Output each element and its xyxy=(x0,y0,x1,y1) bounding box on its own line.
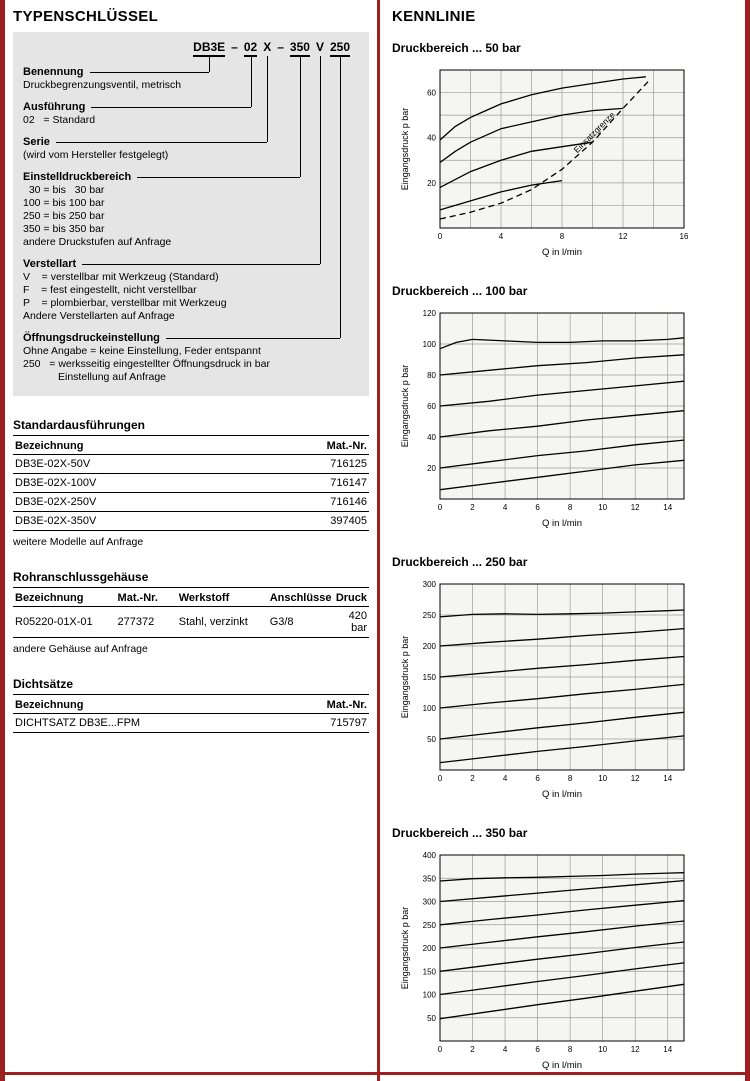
svg-text:8: 8 xyxy=(567,774,573,783)
type-key-connector-vline xyxy=(300,56,301,177)
svg-text:20: 20 xyxy=(427,178,436,188)
svg-text:0: 0 xyxy=(437,232,443,241)
table-row xyxy=(13,474,369,493)
type-key-connector-line xyxy=(90,72,209,73)
type-key-section-line: 02 = Standard xyxy=(23,114,96,126)
svg-text:80: 80 xyxy=(427,371,436,380)
table-title: Rohranschlussgehäuse xyxy=(13,570,369,588)
table-cell: R05220-01X-01 xyxy=(13,607,116,638)
chart-block xyxy=(392,555,742,800)
svg-text:4: 4 xyxy=(502,503,508,512)
svg-text:16: 16 xyxy=(679,232,689,241)
type-key-connector-vline xyxy=(251,56,252,107)
chart-block xyxy=(392,284,742,529)
typenschluessel-title: TYPENSCHLÜSSEL xyxy=(13,8,159,25)
chart-title: Druckbereich ... 100 bar xyxy=(392,284,528,298)
page-border-right xyxy=(745,0,750,1081)
table-cell: 420 bar xyxy=(333,607,369,638)
charts xyxy=(392,41,742,1071)
table-cell: 716125 xyxy=(247,455,369,474)
type-key-section-line: andere Druckstufen auf Anfrage xyxy=(23,236,172,248)
type-key-section-line: 100 = bis 100 bar xyxy=(23,197,105,209)
table-column-header: Mat.-Nr. xyxy=(116,588,177,607)
table-note: andere Gehäuse auf Anfrage xyxy=(13,643,148,655)
type-key-section xyxy=(23,135,359,162)
svg-text:100: 100 xyxy=(422,340,436,349)
svg-text:60: 60 xyxy=(427,88,436,98)
type-key-sections xyxy=(23,65,359,384)
page-border-left xyxy=(0,0,5,1081)
type-key-code-part: DB3E xyxy=(193,40,225,57)
svg-text:Eingangsdruck p bar: Eingangsdruck p bar xyxy=(400,364,410,448)
type-key-connector-vline xyxy=(340,56,341,338)
type-key-section-line: 350 = bis 350 bar xyxy=(23,223,105,235)
svg-text:Q in l/min: Q in l/min xyxy=(541,1060,583,1071)
svg-text:100: 100 xyxy=(422,704,436,713)
svg-text:60: 60 xyxy=(427,402,436,411)
table-row xyxy=(13,607,369,638)
type-key-section xyxy=(23,65,359,92)
svg-text:150: 150 xyxy=(422,967,436,977)
type-key-section-label: Ausführung xyxy=(23,101,86,113)
type-key-section-label: Verstellart xyxy=(23,258,77,270)
type-key-section-line: 250 = werksseitig eingestellter Öffnungsdruck in bar xyxy=(23,358,270,370)
table-column-header: Bezeichnung xyxy=(13,588,116,607)
table-title: Dichtsätze xyxy=(13,677,369,695)
table-column-header: Werkstoff xyxy=(177,588,268,607)
type-key-code-part: 350 xyxy=(290,40,310,57)
chart-title: Druckbereich ... 350 bar xyxy=(392,826,528,840)
data-table xyxy=(13,695,369,733)
chart-title: Druckbereich ... 250 bar xyxy=(392,555,528,569)
svg-text:400: 400 xyxy=(422,851,436,860)
data-table xyxy=(13,436,369,531)
type-key-code-part: 02 xyxy=(244,40,257,57)
svg-text:10: 10 xyxy=(598,774,608,783)
table-column-header: Mat.-Nr. xyxy=(247,436,369,455)
svg-text:12: 12 xyxy=(618,232,628,241)
type-key-code-part: 250 xyxy=(330,40,350,57)
table-row xyxy=(13,455,369,474)
svg-text:6: 6 xyxy=(535,1045,540,1054)
svg-text:4: 4 xyxy=(498,232,504,241)
column-divider xyxy=(377,0,380,1081)
svg-text:10: 10 xyxy=(598,503,608,512)
table-cell: DB3E-02X-350V xyxy=(13,512,247,531)
table-cell: 716147 xyxy=(247,474,369,493)
svg-text:50: 50 xyxy=(427,735,436,744)
svg-text:14: 14 xyxy=(663,774,673,783)
type-key-section-label: Benennung xyxy=(23,66,84,78)
table-cell: G3/8 xyxy=(268,607,334,638)
chart-canvas xyxy=(396,305,696,529)
svg-text:6: 6 xyxy=(535,774,540,783)
svg-text:120: 120 xyxy=(422,309,436,318)
table-section xyxy=(13,570,369,655)
tables xyxy=(13,418,369,733)
svg-text:Q in l/min: Q in l/min xyxy=(541,518,583,529)
type-key-connector-vline xyxy=(209,56,210,72)
svg-text:12: 12 xyxy=(630,503,640,512)
table-section xyxy=(13,418,369,548)
svg-text:8: 8 xyxy=(559,232,565,241)
kennlinie-title: KENNLINIE xyxy=(392,8,476,25)
svg-text:0: 0 xyxy=(437,503,443,512)
table-title: Standardausführungen xyxy=(13,418,369,436)
type-key-section-line: (wird vom Hersteller festgelegt) xyxy=(23,149,169,161)
table-cell: 397405 xyxy=(247,512,369,531)
table-row xyxy=(13,714,369,733)
type-key-section-line: F = fest eingestellt, nicht verstellbar xyxy=(23,284,197,296)
svg-text:Q in l/min: Q in l/min xyxy=(541,789,583,800)
svg-text:250: 250 xyxy=(422,920,436,930)
type-key-connector-line xyxy=(91,107,251,108)
type-key-section-label: Öffnungsdruckeinstellung xyxy=(23,332,160,344)
type-key-section-line: Druckbegrenzungsventil, metrisch xyxy=(23,79,182,91)
svg-text:14: 14 xyxy=(663,1045,673,1054)
table-cell: DB3E-02X-250V xyxy=(13,493,247,512)
table-cell: Stahl, verzinkt xyxy=(177,607,268,638)
table-cell: DB3E-02X-50V xyxy=(13,455,247,474)
svg-text:100: 100 xyxy=(422,990,436,1000)
svg-text:10: 10 xyxy=(598,1045,608,1054)
svg-text:2: 2 xyxy=(470,774,475,783)
svg-text:150: 150 xyxy=(422,673,436,682)
type-key-section xyxy=(23,170,359,249)
table-cell: DICHTSATZ DB3E...FPM xyxy=(13,714,278,733)
chart-canvas xyxy=(396,62,696,258)
svg-text:6: 6 xyxy=(535,503,540,512)
type-key-box xyxy=(13,32,369,396)
chart-block xyxy=(392,826,742,1071)
table-column-header: Mat.-Nr. xyxy=(278,695,369,714)
chart-block xyxy=(392,41,742,258)
type-key-code-part: X xyxy=(263,40,272,54)
type-key-connector-vline xyxy=(320,56,321,264)
svg-text:Eingangsdruck p bar: Eingangsdruck p bar xyxy=(400,107,410,191)
svg-text:300: 300 xyxy=(422,897,436,907)
svg-text:2: 2 xyxy=(470,1045,475,1054)
table-cell: 715797 xyxy=(278,714,369,733)
type-key-code-part: – xyxy=(231,40,238,54)
svg-text:8: 8 xyxy=(567,503,573,512)
svg-text:Einsatzgrenze: Einsatzgrenze xyxy=(571,109,617,155)
chart-title: Druckbereich ... 50 bar xyxy=(392,41,521,55)
chart-canvas xyxy=(396,847,696,1071)
svg-text:2: 2 xyxy=(470,503,475,512)
type-key-connector-line xyxy=(166,338,340,339)
table-note: weitere Modelle auf Anfrage xyxy=(13,536,144,548)
right-column xyxy=(392,6,742,1071)
svg-text:14: 14 xyxy=(663,503,673,512)
svg-text:50: 50 xyxy=(427,1013,436,1023)
svg-text:40: 40 xyxy=(427,133,436,143)
svg-text:300: 300 xyxy=(422,580,436,589)
type-key-section-line: V = verstellbar mit Werkzeug (Standard) xyxy=(23,271,219,283)
type-key-section-line: 30 = bis 30 bar xyxy=(23,184,105,196)
svg-text:200: 200 xyxy=(422,944,436,953)
type-key-connector-vline xyxy=(267,56,268,142)
svg-text:4: 4 xyxy=(502,774,508,783)
type-key-section-line: P = plombierbar, verstellbar mit Werkzeug xyxy=(23,297,227,309)
svg-text:200: 200 xyxy=(422,642,436,651)
type-key-section-label: Einstelldruckbereich xyxy=(23,171,132,183)
left-column xyxy=(13,6,369,733)
svg-text:Q in l/min: Q in l/min xyxy=(541,247,583,258)
table-cell: DB3E-02X-100V xyxy=(13,474,247,493)
svg-text:12: 12 xyxy=(630,774,640,783)
type-key-code-part: – xyxy=(277,40,284,54)
table-cell: 277372 xyxy=(116,607,177,638)
type-key-section-line: Ohne Angabe = keine Einstellung, Feder entspannt xyxy=(23,345,261,357)
svg-text:0: 0 xyxy=(437,774,443,783)
data-table xyxy=(13,588,369,638)
svg-text:20: 20 xyxy=(427,464,436,473)
type-key-section-label: Serie xyxy=(23,136,50,148)
type-key-connector-line xyxy=(82,264,320,265)
svg-text:0: 0 xyxy=(437,1045,443,1054)
svg-text:350: 350 xyxy=(422,874,436,884)
table-cell: 716146 xyxy=(247,493,369,512)
type-key-connector-line xyxy=(56,142,267,143)
table-section xyxy=(13,677,369,733)
type-key-section-line: 250 = bis 250 bar xyxy=(23,210,105,222)
table-header-row xyxy=(13,588,369,607)
table-column-header: Anschlüsse xyxy=(268,588,334,607)
svg-text:40: 40 xyxy=(427,433,436,442)
type-key-section-line: Andere Verstellarten auf Anfrage xyxy=(23,310,175,322)
svg-text:Eingangsdruck p bar: Eingangsdruck p bar xyxy=(400,906,410,990)
type-key-code-part: V xyxy=(315,40,324,54)
table-row xyxy=(13,512,369,531)
table-column-header: Bezeichnung xyxy=(13,436,247,455)
type-key-section xyxy=(23,100,359,127)
svg-text:4: 4 xyxy=(502,1045,508,1054)
type-key-section-line: Einstellung auf Anfrage xyxy=(23,371,167,383)
type-key-section xyxy=(23,257,359,323)
table-row xyxy=(13,493,369,512)
page-border-bottom xyxy=(0,1072,750,1075)
svg-text:12: 12 xyxy=(630,1045,640,1054)
type-key-code xyxy=(23,40,359,57)
type-key-connector-line xyxy=(137,177,300,178)
table-column-header: Bezeichnung xyxy=(13,695,278,714)
svg-text:250: 250 xyxy=(422,611,436,620)
table-header-row xyxy=(13,436,369,455)
svg-text:8: 8 xyxy=(567,1045,573,1054)
table-header-row xyxy=(13,695,369,714)
svg-text:Eingangsdruck p bar: Eingangsdruck p bar xyxy=(400,635,410,719)
chart-canvas xyxy=(396,576,696,800)
table-column-header: Druck xyxy=(333,588,369,607)
